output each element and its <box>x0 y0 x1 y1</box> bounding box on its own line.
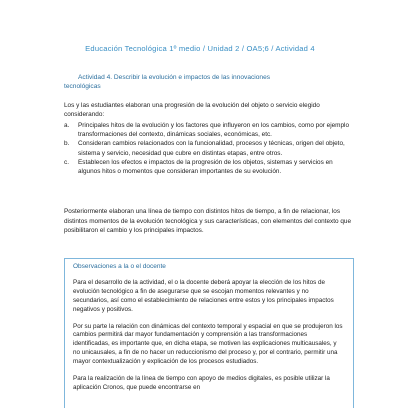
criteria-item <box>64 158 354 176</box>
criteria-marker: a. <box>64 122 70 129</box>
criteria-text: Establecen los efectos e impactos de la progresión de los objetos, sistemas y servicios en algunos hitos o momentos que consideran importantes de su evolución. <box>78 158 333 176</box>
timeline-paragraph: Posteriormente elaboran una línea de tiempo con distintos hitos de tiempo, a fin de relacionar, los distintos momentos de la evolución tecnológica y sus características, con elementos del contexto que posibilitaron el cambio y los principales impactos. <box>64 208 352 235</box>
teacher-observations-box <box>64 258 354 408</box>
criteria-list <box>64 121 354 176</box>
intro-paragraph: Los y las estudiantes elaboran una progresión de la evolución del objeto o servicio elegido considerando: <box>64 102 320 119</box>
observations-title: Observaciones a la o el docente <box>73 263 166 270</box>
criteria-marker: c. <box>64 158 69 166</box>
criteria-item <box>64 139 354 157</box>
observations-paragraph: Para la realización de la línea de tiempo con apoyo de medios digitales, es posible utilizar la aplicación Cronos, que puede encontrarse en <box>73 375 330 391</box>
criteria-text: Principales hitos de la evolución y los factores que influyeron en los cambios, como por ejemplo transformaciones del contexto, dinámicas sociales, económicas, etc. <box>78 122 350 139</box>
activity-title-line-1: Actividad 4. Describir la evolución e impactos de las innovaciones <box>78 74 271 81</box>
criteria-item <box>64 121 354 139</box>
page-breadcrumb: Educación Tecnológica 1º medio / Unidad 2 / OA5;6 / Actividad 4 <box>85 44 315 53</box>
observations-paragraph: Por su parte la relación con dinámicas del contexto temporal y espacial en que se produjeron los cambios permitirá dar mayor fundamentación y comprensión a las transformaciones identificadas, es importante que, en dicha etapa, se motiven las explicaciones multicausales, y no unicausales, a fin de no hacer un reduccionismo del proceso y, por el contrario, permitir una mayor contextualización y explicación de los procesos estudiados. <box>73 322 343 366</box>
activity-title <box>64 74 344 91</box>
activity-title-line-2: tecnológicas <box>64 82 101 90</box>
criteria-marker: b. <box>64 140 70 148</box>
criteria-text: Consideran cambios relacionados con la funcionalidad, procesos y técnicas, origen del objeto, sistema y servicio, necesidad que cubre en distintas etapas, entre otros. <box>78 140 345 157</box>
observations-paragraph: Para el desarrollo de la actividad, el o la docente deberá apoyar la elección de los hitos de evolución tecnológico a fin de asegurarse que se escojan momentos relevantes y no secundarios, así como el establecimiento de relaciones entre estos y los principales impactos negativos y positivos. <box>73 278 334 313</box>
